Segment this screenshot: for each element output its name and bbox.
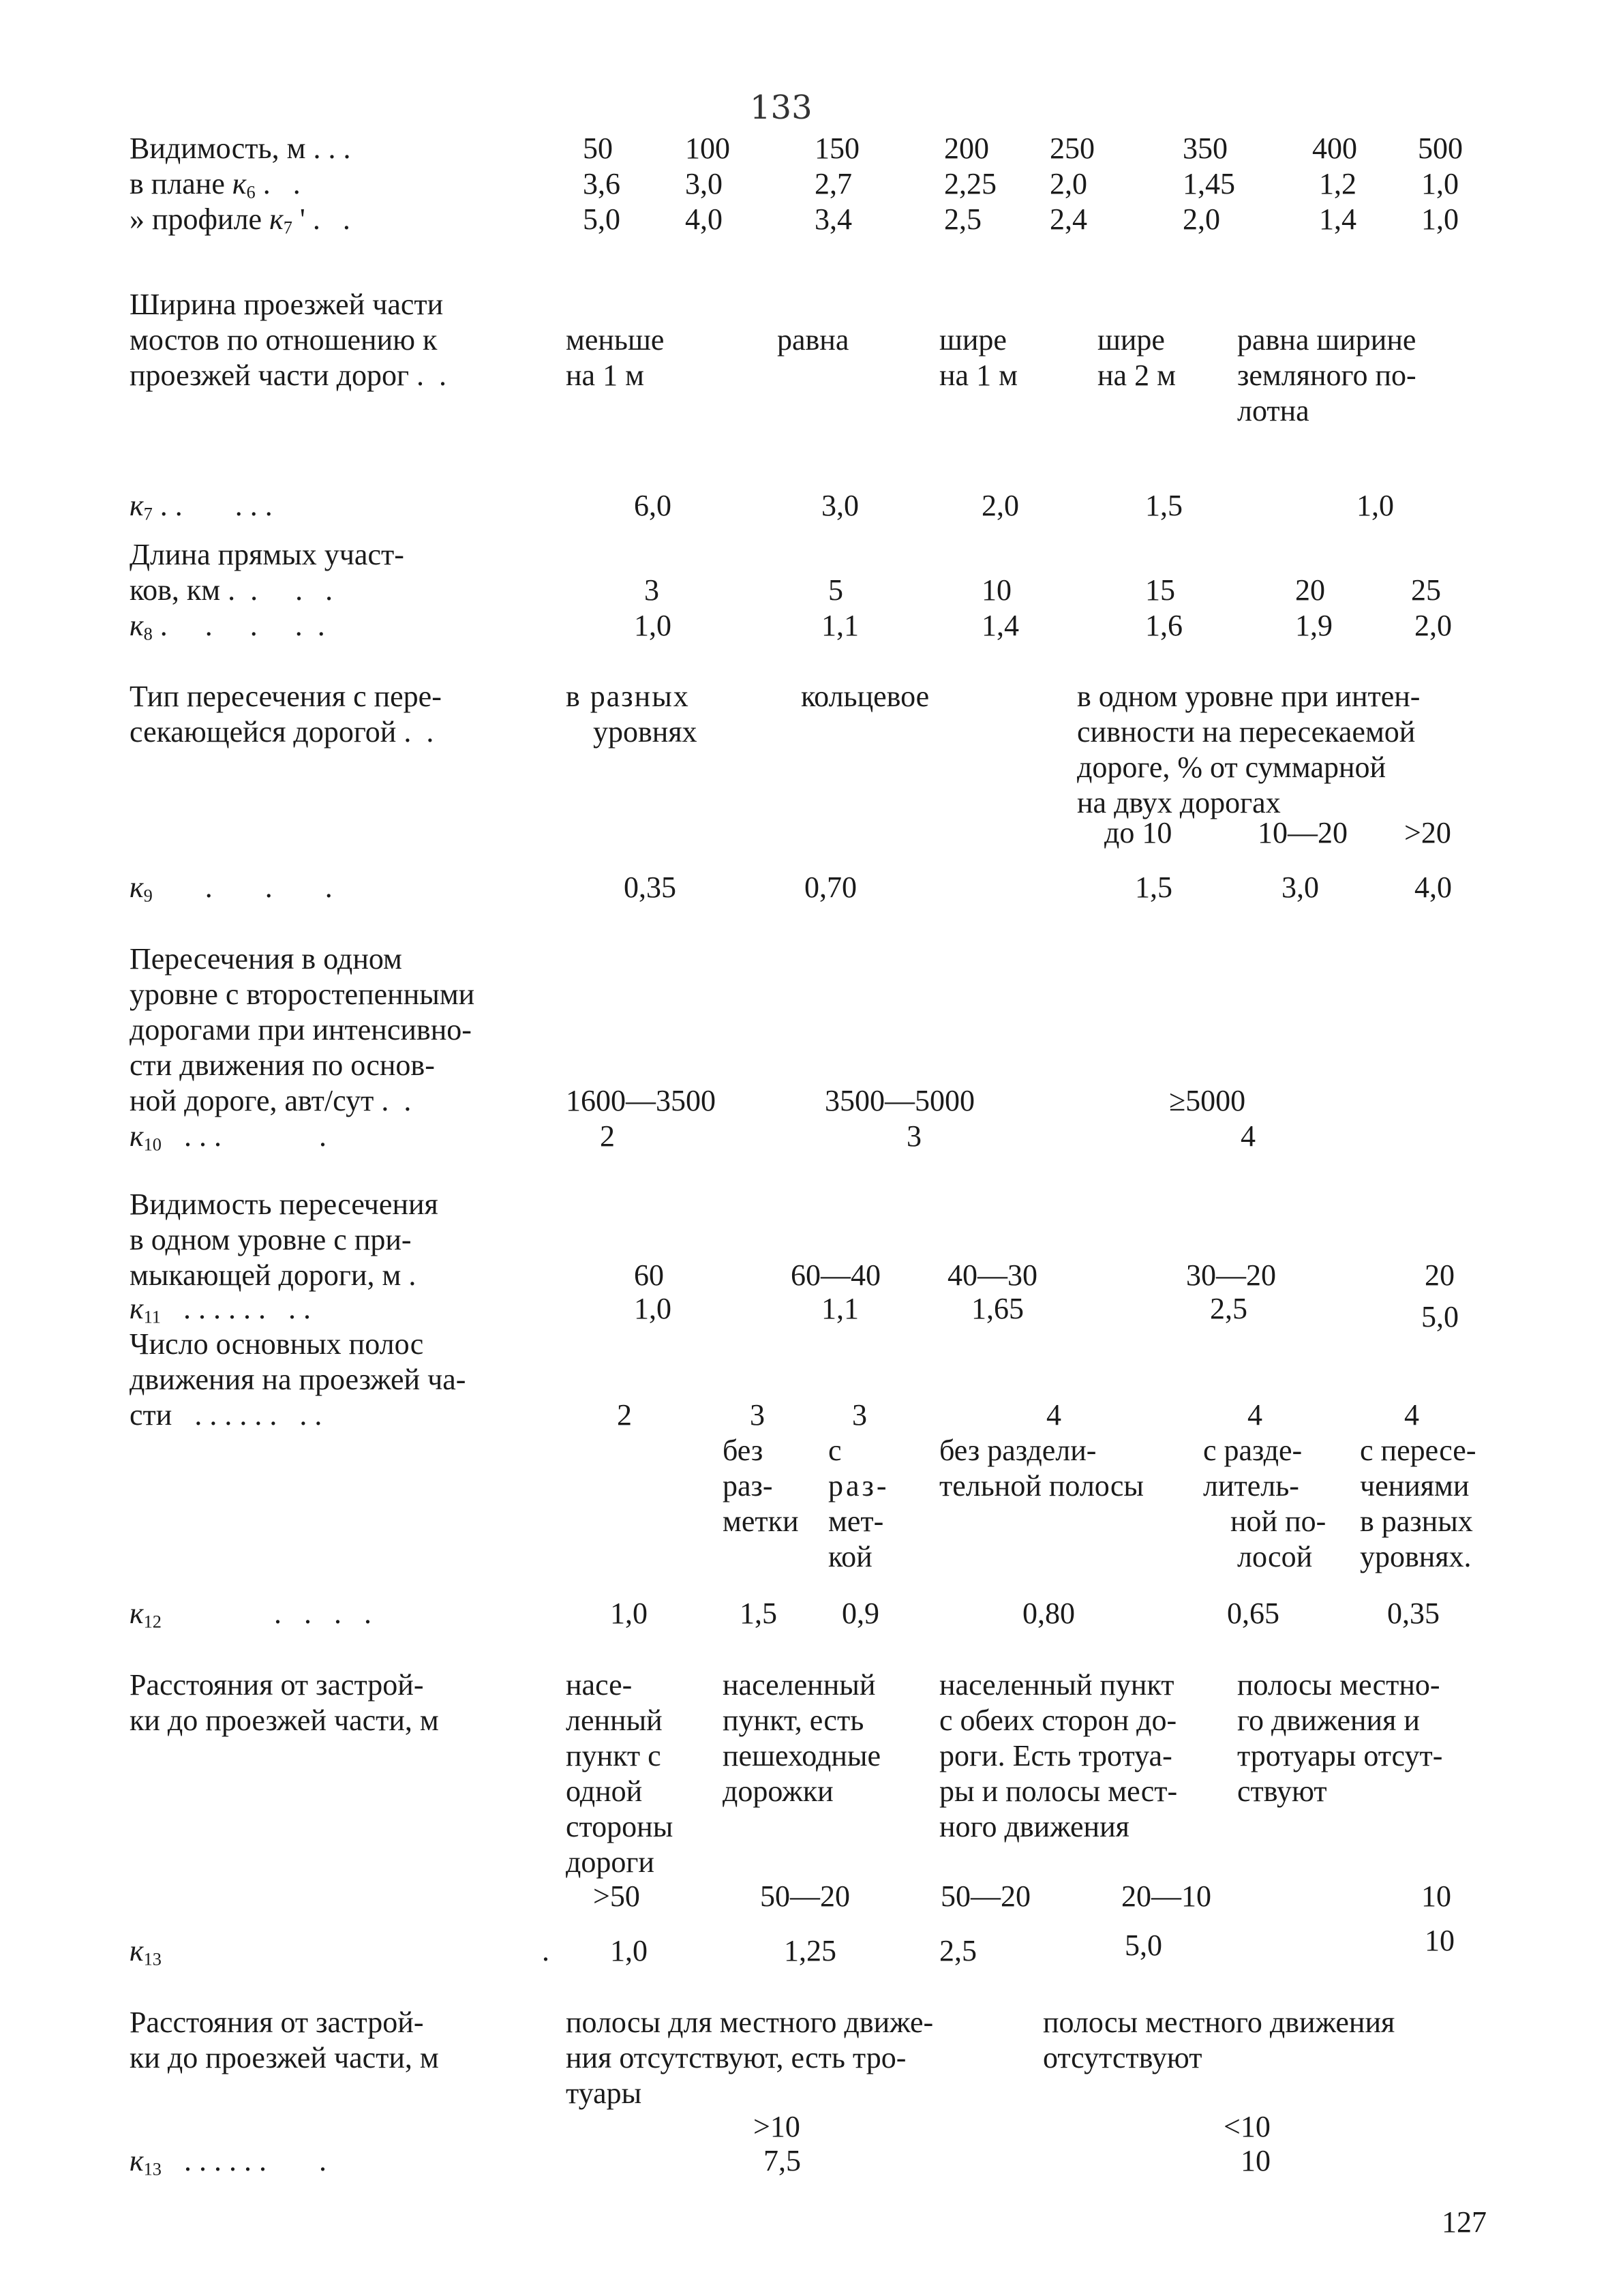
row-label: ков, км . . . . xyxy=(130,573,333,607)
cell: 1,5 xyxy=(740,1597,777,1630)
cell: 1,0 xyxy=(1356,489,1394,522)
cell: до 10 xyxy=(1104,816,1172,849)
row-label: сти . . . . . . . . xyxy=(130,1398,322,1432)
cell: 350 xyxy=(1183,132,1228,165)
cell: с пересе- xyxy=(1360,1434,1476,1467)
cell: 1,0 xyxy=(634,609,671,642)
cell: 1,65 xyxy=(971,1292,1024,1325)
cell: 5,0 xyxy=(1125,1929,1162,1962)
cell: 5,0 xyxy=(1421,1300,1459,1333)
cell: на двух дорогах xyxy=(1077,786,1281,819)
cell: пункт, есть xyxy=(723,1704,864,1737)
cell: одной xyxy=(566,1774,643,1808)
cell: ры и полосы мест- xyxy=(939,1774,1178,1808)
cell: 3,6 xyxy=(583,167,620,200)
cell: 1,25 xyxy=(784,1934,836,1967)
k-label: $к_8$ . . . . . xyxy=(130,609,325,644)
cell: 100 xyxy=(685,132,730,165)
cell: 1,0 xyxy=(1421,167,1459,200)
cell: 4 xyxy=(1247,1398,1262,1432)
cell: 3,0 xyxy=(685,167,723,200)
cell: уровнях xyxy=(593,715,697,749)
cell: 2,5 xyxy=(944,202,982,236)
cell: с разде- xyxy=(1203,1434,1303,1467)
cell: ≥5000 xyxy=(1169,1084,1246,1117)
page-number: 127 xyxy=(1442,2205,1487,2239)
cell: 6,0 xyxy=(634,489,671,522)
cell: пешеходные xyxy=(723,1739,881,1772)
cell: на 1 м xyxy=(939,359,1018,392)
cell: 1,0 xyxy=(610,1934,648,1967)
cell: >10 xyxy=(753,2110,800,2143)
cell: 3,0 xyxy=(821,489,859,522)
cell: 4,0 xyxy=(1414,871,1452,904)
row-label: секающейся дорогой . . xyxy=(130,715,434,749)
cell: 2,0 xyxy=(1183,202,1220,236)
cell: 0,35 xyxy=(1387,1597,1440,1630)
cell: в разных xyxy=(1360,1505,1473,1538)
cell: кольцевое xyxy=(801,680,930,713)
cell: ствуют xyxy=(1237,1774,1327,1808)
cell: го движения и xyxy=(1237,1704,1420,1737)
cell: на 1 м xyxy=(566,359,644,392)
cell: 1,4 xyxy=(982,609,1019,642)
cell: 1,1 xyxy=(821,609,859,642)
k-label: $к_9$ . . . xyxy=(130,871,333,906)
cell: 2 xyxy=(600,1119,615,1153)
cell: 500 xyxy=(1418,132,1463,165)
k-label: $к_{11}$ . . . . . . . . xyxy=(130,1292,312,1327)
cell: тротуары отсут- xyxy=(1237,1739,1443,1772)
cell: кой xyxy=(828,1540,873,1573)
cell: тельной полосы xyxy=(939,1469,1144,1502)
cell: 3 xyxy=(750,1398,765,1432)
row-label: движения на проезжей ча- xyxy=(130,1363,466,1396)
cell: 10—20 xyxy=(1258,816,1348,849)
handwritten-page-number: 133 xyxy=(750,89,813,127)
cell: 1,0 xyxy=(610,1597,648,1630)
row-label: в плане $к_6$ . . xyxy=(130,167,301,202)
cell: 150 xyxy=(815,132,860,165)
cell: 10 xyxy=(1241,2144,1271,2177)
row-label: проезжей части дорог . . xyxy=(130,359,447,392)
cell: населенный xyxy=(723,1668,876,1702)
cell: 2,0 xyxy=(1414,609,1452,642)
k-label: $к_{13}$ xyxy=(130,1934,162,1969)
cell: меньше xyxy=(566,323,665,357)
cell: 40—30 xyxy=(947,1258,1037,1292)
cell: 25 xyxy=(1411,573,1441,607)
cell: 15 xyxy=(1145,573,1175,607)
row-label: ки до проезжей части, м xyxy=(130,1704,439,1737)
cell: 50 xyxy=(583,132,613,165)
cell: 3 xyxy=(907,1119,922,1153)
cell: 60—40 xyxy=(791,1258,881,1292)
cell: 2 xyxy=(617,1398,632,1432)
cell: 20—10 xyxy=(1121,1879,1211,1913)
cell: >50 xyxy=(593,1879,640,1913)
cell: 4 xyxy=(1046,1398,1061,1432)
k-label: $к_7$ . . . . . xyxy=(130,489,273,524)
cell: с xyxy=(828,1434,842,1467)
cell: лосой xyxy=(1237,1540,1313,1573)
cell: 1,6 xyxy=(1145,609,1183,642)
cell: 200 xyxy=(944,132,989,165)
cell: 4 xyxy=(1404,1398,1419,1432)
cell: 1,0 xyxy=(1421,202,1459,236)
cell: лотна xyxy=(1237,394,1309,427)
cell: 0,35 xyxy=(624,871,676,904)
cell: >20 xyxy=(1404,816,1451,849)
cell: <10 xyxy=(1224,2110,1271,2143)
row-label: Видимость, м . . . xyxy=(130,132,351,165)
cell: насе- xyxy=(566,1668,633,1702)
row-label: Видимость пересечения xyxy=(130,1188,438,1221)
cell: литель- xyxy=(1203,1469,1299,1502)
cell: без раздели- xyxy=(939,1434,1097,1467)
row-label: сти движения по основ- xyxy=(130,1048,435,1082)
row-label: ки до проезжей части, м xyxy=(130,2041,439,2074)
row-label: » профиле $к_7$ ' . . xyxy=(130,202,350,238)
cell: 2,5 xyxy=(939,1934,977,1967)
cell: равна xyxy=(777,323,849,357)
row-label: уровне с второстепенными xyxy=(130,978,475,1011)
row-label: Пересечения в одном xyxy=(130,942,402,976)
cell: раз- xyxy=(723,1469,773,1502)
row-label: дорогами при интенсивно- xyxy=(130,1013,472,1046)
k-label: $к_{10}$ . . . . xyxy=(130,1119,327,1155)
cell: 60 xyxy=(634,1258,664,1292)
cell: 2,7 xyxy=(815,167,852,200)
cell: 4,0 xyxy=(685,202,723,236)
cell: 400 xyxy=(1312,132,1357,165)
cell: 2,25 xyxy=(944,167,997,200)
cell: туары xyxy=(566,2076,642,2110)
cell: 1,2 xyxy=(1319,167,1356,200)
cell: 20 xyxy=(1425,1258,1455,1292)
cell: 0,70 xyxy=(804,871,857,904)
cell: 0,65 xyxy=(1227,1597,1279,1630)
cell: 0,80 xyxy=(1022,1597,1075,1630)
cell: мет- xyxy=(828,1505,884,1538)
cell: 5 xyxy=(828,573,843,607)
cell: 10 xyxy=(1425,1924,1455,1957)
cell: пункт с xyxy=(566,1739,661,1772)
cell: 1,9 xyxy=(1295,609,1333,642)
row-label: Ширина проезжей части xyxy=(130,288,444,321)
cell: 1,5 xyxy=(1145,489,1183,522)
cell: 1,45 xyxy=(1183,167,1235,200)
row-label: мыкающей дороги, м . xyxy=(130,1258,416,1292)
cell: населенный пункт xyxy=(939,1668,1174,1702)
cell: на 2 м xyxy=(1097,359,1176,392)
cell: метки xyxy=(723,1505,799,1538)
cell: 3,4 xyxy=(815,202,852,236)
cell: 3 xyxy=(852,1398,867,1432)
cell: 10 xyxy=(1421,1879,1451,1913)
cell: 2,0 xyxy=(982,489,1019,522)
row-label: в одном уровне с при- xyxy=(130,1223,412,1256)
cell: 1,1 xyxy=(821,1292,859,1325)
row-label: Число основных полос xyxy=(130,1327,424,1361)
cell: чениями xyxy=(1360,1469,1470,1502)
row-label: ной дороге, авт/сут . . xyxy=(130,1084,412,1117)
cell: дороги xyxy=(566,1845,654,1879)
cell: 3 xyxy=(644,573,659,607)
cell: раз- xyxy=(828,1469,890,1502)
cell: стороны xyxy=(566,1810,673,1843)
cell: земляного по- xyxy=(1237,359,1416,392)
cell: 1,5 xyxy=(1135,871,1172,904)
k-label: $к_{13}$ . . . . . . . xyxy=(130,2144,327,2179)
cell: 7,5 xyxy=(763,2144,801,2177)
row-label: Длина прямых участ- xyxy=(130,538,404,571)
cell: 5,0 xyxy=(583,202,620,236)
cell: 1600—3500 xyxy=(566,1084,716,1117)
cell: ния отсутствуют, есть тро- xyxy=(566,2041,907,2074)
cell: 1,4 xyxy=(1319,202,1356,236)
leader-dot: . xyxy=(542,1934,549,1967)
cell: отсутствуют xyxy=(1043,2041,1202,2074)
cell: 50—20 xyxy=(941,1879,1031,1913)
cell: ленный xyxy=(566,1704,663,1737)
cell: сивности на пересекаемой xyxy=(1077,715,1416,749)
cell: 30—20 xyxy=(1186,1258,1276,1292)
k-label: $к_{12}$ . . . . xyxy=(130,1597,371,1632)
cell: шире xyxy=(1097,323,1165,357)
cell: с обеих сторон до- xyxy=(939,1704,1177,1737)
row-label: Тип пересечения с пере- xyxy=(130,680,442,713)
cell: 4 xyxy=(1241,1119,1256,1153)
cell: 3,0 xyxy=(1281,871,1319,904)
cell: полосы для местного движе- xyxy=(566,2006,934,2039)
cell: равна ширине xyxy=(1237,323,1416,357)
cell: шире xyxy=(939,323,1007,357)
cell: 2,4 xyxy=(1050,202,1087,236)
cell: ного движения xyxy=(939,1810,1129,1843)
cell: 10 xyxy=(982,573,1012,607)
row-label: мостов по отношению к xyxy=(130,323,438,357)
cell: 2,5 xyxy=(1210,1292,1247,1325)
cell: ной по- xyxy=(1230,1505,1326,1538)
cell: роги. Есть тротуа- xyxy=(939,1739,1172,1772)
row-label: Расстояния от застрой- xyxy=(130,2006,424,2039)
cell: полосы местно- xyxy=(1237,1668,1440,1702)
cell: полосы местного движения xyxy=(1043,2006,1395,2039)
cell: в разных xyxy=(566,680,690,713)
cell: 20 xyxy=(1295,573,1325,607)
cell: 3500—5000 xyxy=(825,1084,975,1117)
row-label: Расстояния от застрой- xyxy=(130,1668,424,1702)
cell: 50—20 xyxy=(760,1879,850,1913)
cell: 250 xyxy=(1050,132,1095,165)
cell: 0,9 xyxy=(842,1597,879,1630)
cell: дорожки xyxy=(723,1774,834,1808)
cell: в одном уровне при интен- xyxy=(1077,680,1421,713)
cell: без xyxy=(723,1434,763,1467)
cell: 1,0 xyxy=(634,1292,671,1325)
cell: 2,0 xyxy=(1050,167,1087,200)
cell: дороге, % от суммарной xyxy=(1077,751,1386,784)
cell: уровнях. xyxy=(1360,1540,1472,1573)
